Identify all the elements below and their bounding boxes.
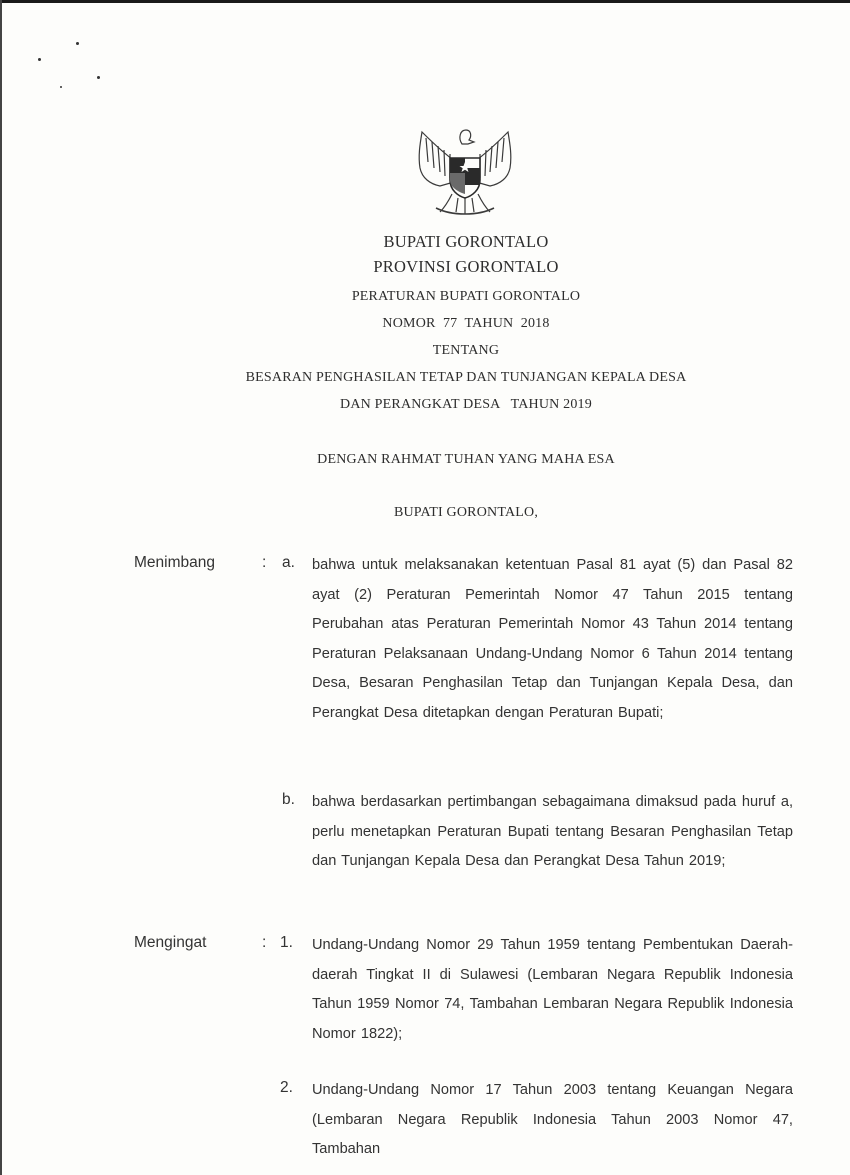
menimbang-item-text: bahwa untuk melaksanakan ketentuan Pasal 81 ayat (5) dan Pasal 82 ayat (2) Peraturan Pemerintah Nomor 47 Tahun 2015 tentang Perubahan atas Peraturan Pemerintah Nomor 43 Tahun 2014 tentang Peraturan Pelaksanaan Undang-Undang Nomor 6 Tahun 2014 tentang Desa, Besaran Penghasilan Tetap dan Tunjangan Kepala Desa, dan Perangkat Desa ditetapkan dengan Peraturan Bupati; bbox=[312, 557, 793, 721]
scan-speck bbox=[60, 86, 62, 88]
issuer-line-2: PROVINSI GORONTALO bbox=[373, 257, 559, 276]
mengingat-colon: : bbox=[262, 934, 267, 951]
menimbang-item-text: bahwa berdasarkan pertimbangan sebagaimana dimaksud pada huruf a, perlu menetapkan Peraturan Bupati tentang Besaran Penghasilan Tetap dan Tunjangan Kepala Desa dan Perangkat Desa Tahun 2019; bbox=[312, 794, 793, 870]
scan-edge-top bbox=[0, 0, 850, 3]
mengingat-item-marker: 2. bbox=[280, 1079, 293, 1096]
regulation-title-line-1: BESARAN PENGHASILAN TETAP DAN TUNJANGAN KEPALA DESA bbox=[245, 370, 687, 385]
scan-speck bbox=[76, 42, 79, 45]
regulation-type: PERATURAN BUPATI GORONTALO bbox=[351, 289, 581, 304]
mengingat-item-text: Undang-Undang Nomor 17 Tahun 2003 tentang Keuangan Negara (Lembaran Negara Republik Indonesia Tahun 2003 Nomor 47, Tambahan bbox=[312, 1082, 793, 1158]
garuda-emblem-icon bbox=[412, 122, 518, 222]
invocation: DENGAN RAHMAT TUHAN YANG MAHA ESA bbox=[317, 452, 615, 467]
mengingat-item-text: Undang-Undang Nomor 29 Tahun 1959 tentang Pembentukan Daerah-daerah Tingkat II di Sulawesi (Lembaran Negara Republik Indonesia Tahun 1959 Nomor 74, Tambahan Lembaran Negara Republik Indonesia Nomor 1822); bbox=[312, 937, 793, 1042]
signatory-heading: BUPATI GORONTALO, bbox=[393, 505, 539, 520]
issuer-line-1: BUPATI GORONTALO bbox=[383, 232, 549, 251]
mengingat-label: Mengingat bbox=[134, 934, 207, 951]
menimbang-colon: : bbox=[262, 554, 267, 571]
menimbang-item-marker: a. bbox=[282, 554, 295, 571]
regulation-number: NOMOR 77 TAHUN 2018 bbox=[382, 316, 550, 331]
scan-speck bbox=[38, 58, 41, 61]
regulation-title-line-2: DAN PERANGKAT DESA TAHUN 2019 bbox=[340, 397, 592, 412]
menimbang-label: Menimbang bbox=[134, 554, 215, 571]
menimbang-item-marker: b. bbox=[282, 791, 295, 808]
scan-edge-left bbox=[0, 0, 2, 1175]
scan-speck bbox=[97, 76, 100, 79]
mengingat-item-marker: 1. bbox=[280, 934, 293, 951]
regulation-about: TENTANG bbox=[432, 343, 500, 358]
